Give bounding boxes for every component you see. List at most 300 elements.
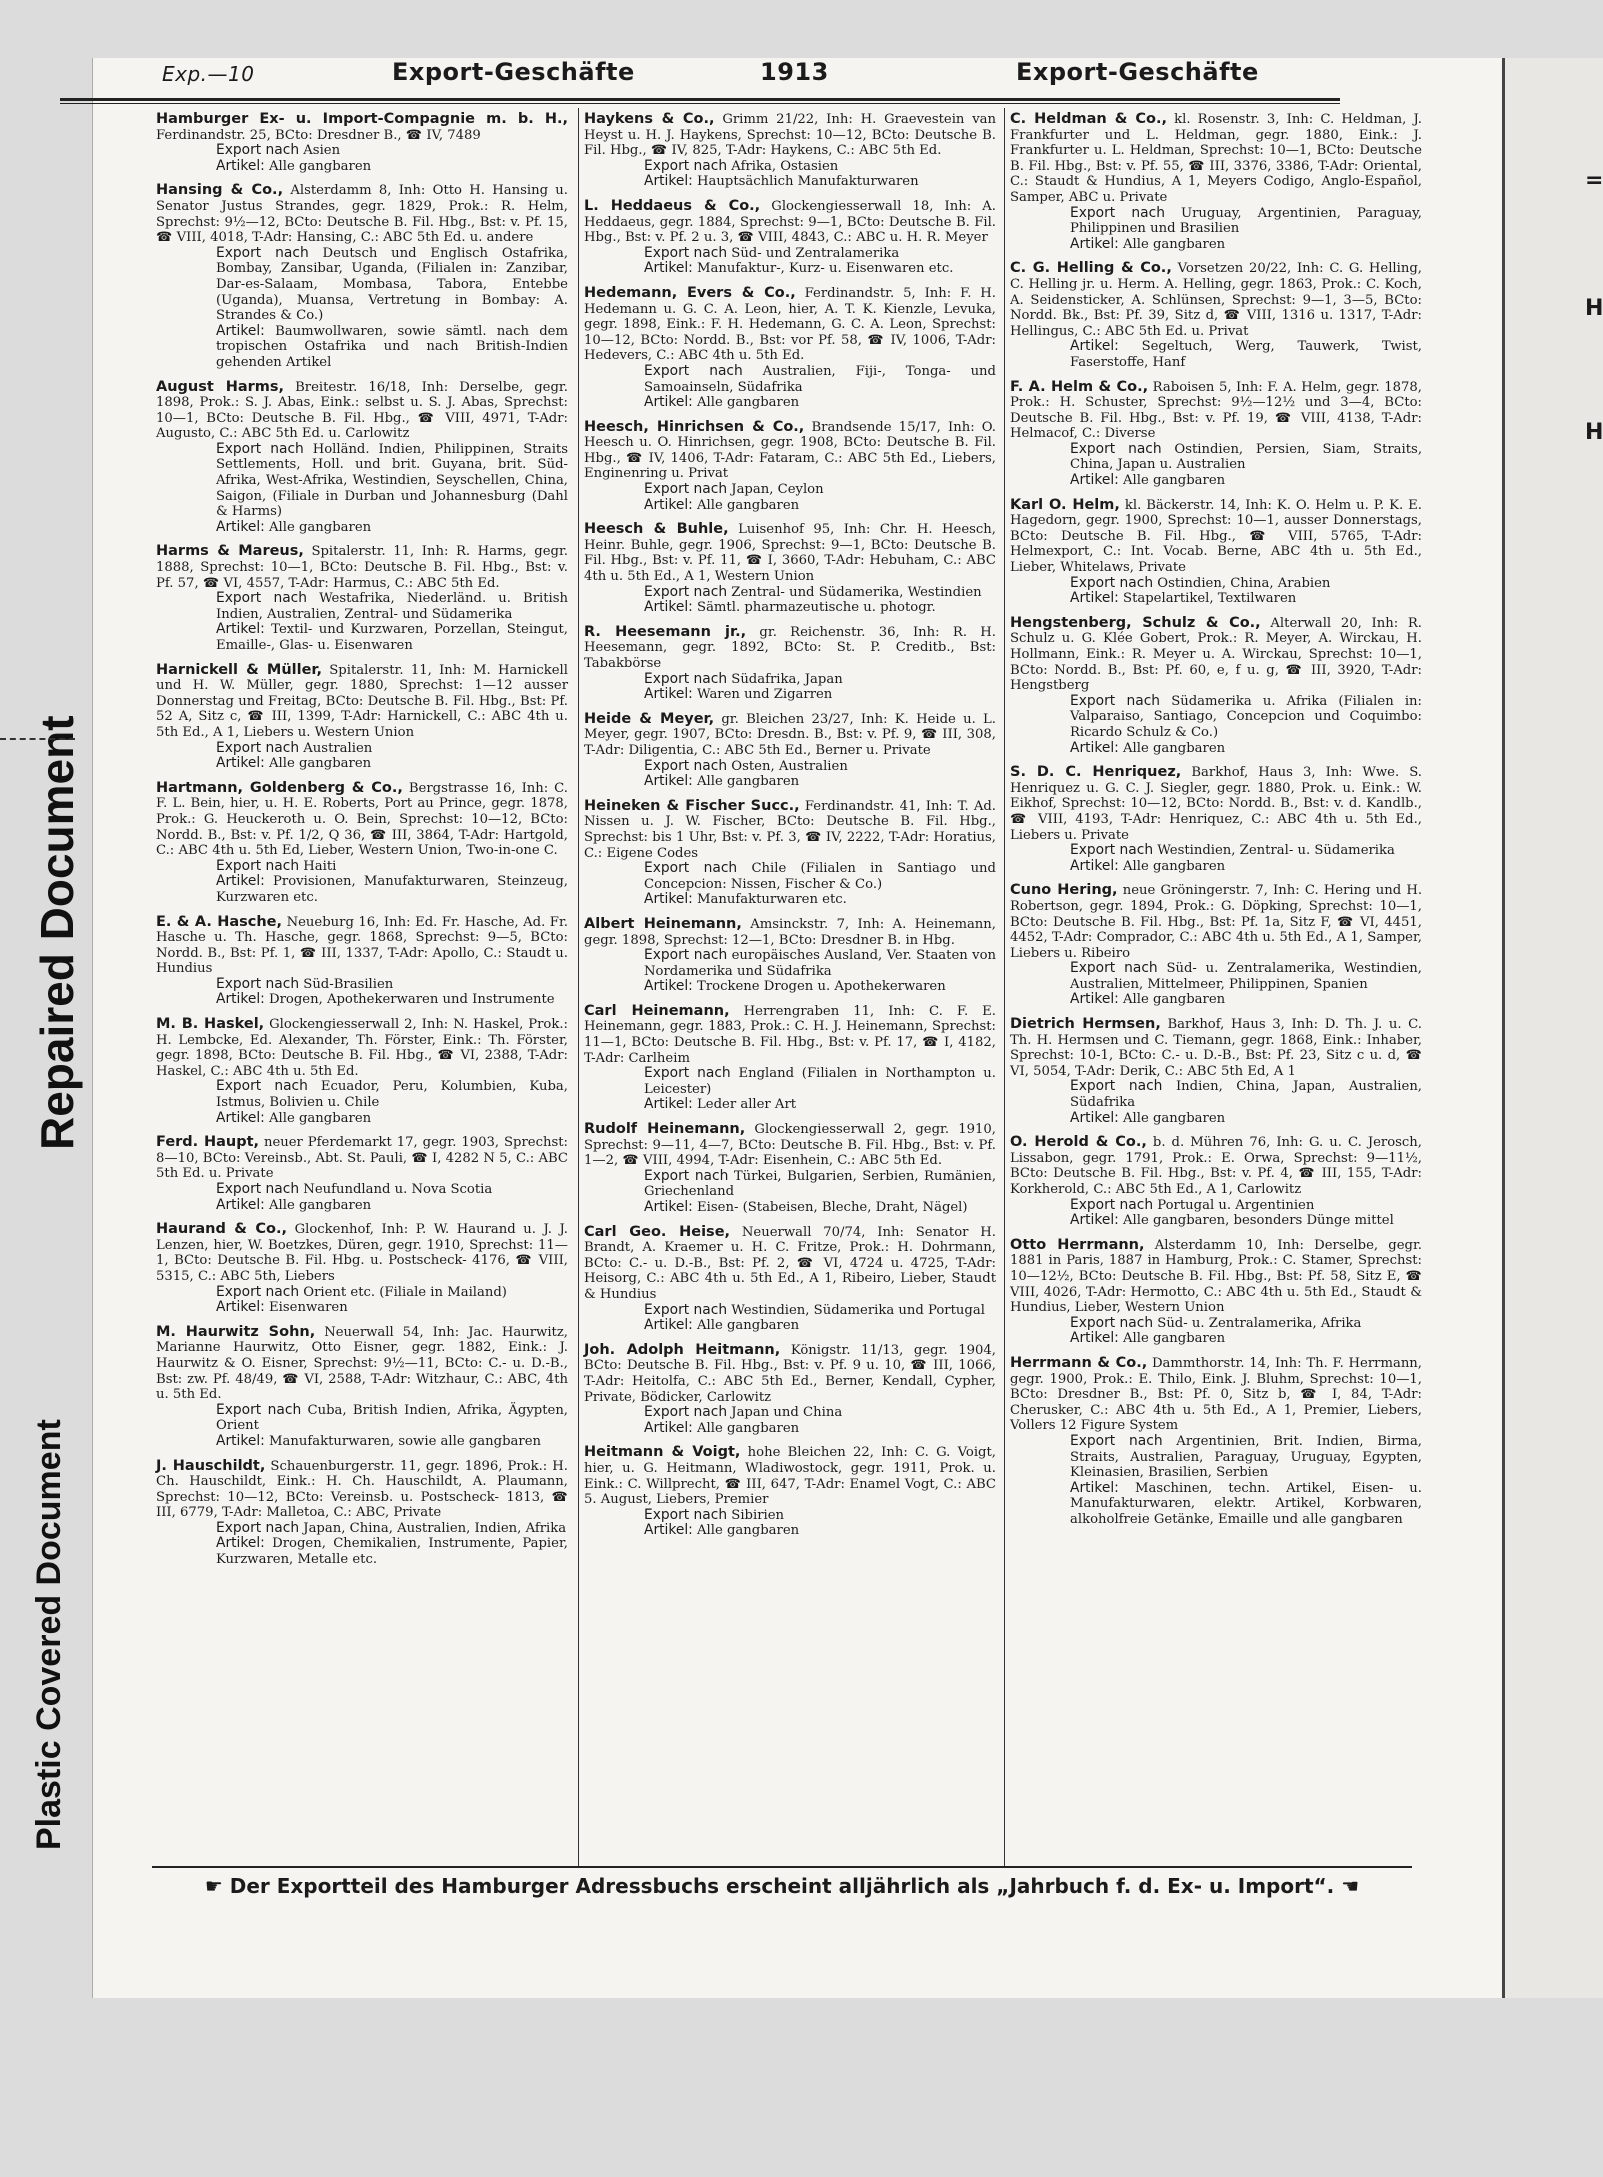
artikel-goods: Maschinen, techn. Artikel, Eisen- u. Manufakturwaren, elektr. Artikel, Korbwaren, alkoholfreie Getänke, Emaille und alle gangbaren (1070, 1480, 1422, 1527)
export-destinations: Uruguay, Argentinien, Paraguay, Philippinen und Brasilien (1070, 205, 1423, 237)
artikel-label: Artikel: (644, 496, 693, 513)
firm-name: Hansing & Co., (156, 182, 284, 199)
export-line (156, 143, 568, 159)
header-rule-thin (60, 103, 1340, 104)
export-destinations: Japan, China, Australien, Indien, Afrika (303, 1520, 567, 1536)
artikel-line (1010, 339, 1422, 370)
artikel-line (156, 1111, 568, 1127)
export-destinations: Portugal u. Argentinien (1157, 1197, 1315, 1213)
artikel-label: Artikel: (216, 518, 265, 535)
export-label: Export nach (1070, 574, 1154, 591)
artikel-line (584, 1200, 996, 1216)
firm-details: gr. Reichenstr. 36, Inh: R. H. Heesemann, gegr. 1892, BCto: St. P. Creditb., Bst: Tabakbörse (584, 624, 996, 671)
export-destinations: Chile (Filialen in Santiago und Concepcion: Nissen, Fischer & Co.) (644, 861, 996, 892)
artikel-label: Artikel: (1070, 1330, 1119, 1347)
artikel-goods: Alle gangbaren (1123, 1331, 1226, 1347)
export-destinations: Orient etc. (Filiale in Mailand) (303, 1284, 507, 1300)
artikel-goods: Manufakturwaren, sowie alle gangbaren (269, 1433, 541, 1449)
artikel-label: Artikel: (644, 1096, 693, 1113)
artikel-line (156, 324, 568, 371)
export-label: Export nach (1070, 204, 1165, 221)
export-label: Export nach (1070, 960, 1158, 977)
firm-name: August Harms, (156, 378, 285, 395)
export-label: Export nach (644, 1404, 728, 1421)
firm-name: Harms & Mareus, (156, 543, 304, 560)
directory-entry (584, 1225, 996, 1334)
firm-details: Alterwall 20, Inh: R. Schulz u. G. Klée Gobert, Prok.: R. Meyer, A. Wirckau, H. Hollmann, Eink.: R. Meyer u. A. Wirckau, Sprechst: 10—1, BCto: Nordd. B., Bst: Pf. 60, e, f u. g, ☎ III, 3920, T-Adr: Hengstberg (1010, 615, 1422, 694)
firm-name: Dietrich Hermsen, (1010, 1016, 1161, 1033)
artikel-label: Artikel: (216, 1196, 265, 1213)
directory-entry (584, 112, 996, 190)
export-destinations: Westindien, Zentral- u. Südamerika (1157, 843, 1395, 859)
directory-entry (156, 544, 568, 653)
artikel-label: Artikel: (216, 621, 265, 638)
export-destinations: Holländ. Indien, Philippinen, Straits Settlements, Holl. und brit. Guyana, brit. Süd-Afrika, West-Afrika, Westindien, Seyschellen, China, Saigon, (Filiale in Durban und Johannesburg (Dahl & Harms) (216, 441, 569, 520)
artikel-line (156, 992, 568, 1008)
artikel-line (584, 687, 996, 703)
export-label: Export nach (1070, 1432, 1163, 1449)
artikel-goods: Alle gangbaren (697, 1420, 800, 1436)
artikel-goods: Stapelartikel, Textilwaren (1123, 591, 1297, 607)
artikel-goods: Alle gangbaren (1123, 992, 1226, 1008)
export-label: Export nach (216, 1519, 300, 1536)
artikel-line (156, 874, 568, 905)
pointing-hand-icon: ☚ (1341, 1874, 1360, 1898)
firm-details: kl. Bäckerstr. 14, Inh: K. O. Helm u. P. K. E. Hagedorn, gegr. 1900, Sprechst: 10—1, ausser Donnerstags, BCto: Deutsche B. Fil. Hbg., ☎ VIII, 5765, T-Adr: Helmexport, C.: Int. Vocab. Berne, ABC 4th u. 5th Ed., Lieber, Whitelaws, Private (1010, 497, 1422, 576)
firm-name: Herrmann & Co., (1010, 1354, 1148, 1371)
export-line (584, 364, 996, 395)
artikel-line (584, 774, 996, 790)
export-line (156, 977, 568, 993)
export-destinations: Indien, China, Japan, Australien, Südafrika (1070, 1079, 1423, 1111)
artikel-label: Artikel: (216, 991, 265, 1008)
export-line (156, 1285, 568, 1301)
export-label: Export nach (216, 857, 300, 874)
artikel-label: Artikel: (644, 891, 693, 908)
column-1 (156, 112, 568, 1577)
directory-entry (156, 1459, 568, 1568)
firm-name: E. & A. Hasche, (156, 913, 283, 930)
firm-details: neuer Pferdemarkt 17, gegr. 1903, Sprechst: 8—10, BCto: Vereinsb., Abt. St. Pauli, ☎ I, 4282 N 5, C.: ABC 5th Ed. u. Private (156, 1135, 568, 1182)
artikel-goods: Alle gangbaren (1123, 858, 1226, 874)
artikel-goods: Manufakturwaren etc. (697, 892, 847, 908)
firm-name: Hartmann, Goldenberg & Co., (156, 779, 403, 796)
export-line (156, 1521, 568, 1537)
export-line (584, 1303, 996, 1319)
directory-entry (584, 199, 996, 277)
artikel-line (156, 1434, 568, 1450)
export-label: Export nach (644, 947, 728, 964)
artikel-label: Artikel: (644, 260, 693, 277)
firm-name: Cuno Hering, (1010, 882, 1118, 899)
directory-entry (584, 286, 996, 411)
firm-name: M. Haurwitz Sohn, (156, 1323, 316, 1340)
export-label: Export nach (216, 739, 300, 756)
export-line (1010, 1079, 1422, 1110)
archival-label-strip (0, 600, 83, 1900)
export-label: Export nach (644, 362, 743, 379)
export-label: Export nach (644, 757, 728, 774)
artikel-line (584, 1097, 996, 1113)
firm-name: Heesch & Buhle, (584, 521, 729, 538)
firm-name: M. B. Haskel, (156, 1016, 265, 1033)
firm-details: Alsterdamm 8, Inh: Otto H. Hansing u. Senator Justus Strandes, gegr. 1829, Prok.: R. Helm, Sprechst: 9½—12, BCto: Deutsche B. Fil. Hbg., Bst: v. Pf. 15, ☎ VIII, 4018, T-Adr: Hansing, C.: ABC 5th Ed. u. andere (156, 183, 568, 246)
firm-details: Barkhof, Haus 3, Inh: Wwe. S. Henriquez u. G. C. J. Siegler, gegr. 1880, Prok. u. Eink.: W. Eikhof, Sprechst: 10—12, BCto: Nordd. B., Bst: v. d. Kandlb., ☎ VIII, 4193, T-Adr: Henriquez, C.: ABC 4th u. 5th Ed., Liebers u. Private (1010, 765, 1422, 843)
export-label: Export nach (644, 244, 728, 261)
artikel-goods: Alle gangbaren (269, 519, 372, 535)
artikel-line (1010, 473, 1422, 489)
firm-name: Heitmann & Voigt, (584, 1444, 741, 1461)
artikel-label: Artikel: (1070, 338, 1119, 355)
page-header (70, 58, 1340, 98)
firm-details: Breitestr. 16/18, Inh: Derselbe, gegr. 1898, Prok.: S. J. Abas, Eink.: selbst u. S. J. Abas, Sprechst: 10—1, BCto: Deutsche B. Fil. Hbg., ☎ VIII, 4971, T-Adr: Augusto, C.: ABC 5th Ed. u. Carlowitz (156, 379, 568, 442)
export-label: Export nach (216, 975, 300, 992)
artikel-goods: Alle gangbaren (1123, 236, 1226, 252)
artikel-line (1010, 741, 1422, 757)
directory-entry (156, 380, 568, 536)
artikel-line (156, 159, 568, 175)
firm-name: Rudolf Heinemann, (584, 1121, 746, 1138)
export-label: Export nach (644, 1167, 729, 1184)
export-line (1010, 1316, 1422, 1332)
artikel-goods: Sämtl. pharmazeutische u. photogr. (697, 600, 936, 616)
artikel-label: Artikel: (216, 1535, 265, 1552)
export-destinations: Süd- u. Zentralamerika, Afrika (1157, 1315, 1362, 1331)
export-line (584, 759, 996, 775)
export-label: Export nach (644, 157, 728, 174)
export-line (1010, 1198, 1422, 1214)
artikel-goods: Alle gangbaren (1123, 740, 1226, 756)
firm-name: S. D. C. Henriquez, (1010, 764, 1182, 781)
firm-name: Heesch, Hinrichsen & Co., (584, 418, 805, 435)
export-line (156, 1079, 568, 1110)
directory-entry (584, 625, 996, 703)
export-line (584, 672, 996, 688)
directory-entry (156, 112, 568, 174)
export-destinations: Cuba, British Indien, Afrika, Ägypten, Orient (216, 1402, 569, 1434)
running-title-left: Export-Geschäfte (392, 58, 635, 86)
artikel-goods: Provisionen, Manufakturwaren, Steinzeug, Kurzwaren etc. (216, 874, 568, 905)
artikel-goods: Alle gangbaren (697, 395, 800, 411)
firm-name: Haykens & Co., (584, 111, 715, 127)
running-title-right: Export-Geschäfte (1016, 58, 1259, 86)
artikel-goods: Alle gangbaren (269, 1197, 372, 1213)
artikel-goods: Alle gangbaren (697, 774, 800, 790)
directory-entry (156, 1135, 568, 1213)
artikel-goods: Alle gangbaren (697, 1318, 800, 1334)
firm-name: Karl O. Helm, (1010, 496, 1120, 513)
export-destinations: Süd- u. Zentralamerika, Westindien, Australien, Mittelmeer, Philippinen, Spanien (1070, 961, 1422, 992)
directory-entry (584, 1445, 996, 1539)
export-destinations: Sibirien (731, 1507, 785, 1523)
export-label: Export nach (1070, 692, 1161, 709)
directory-entry (1010, 112, 1422, 252)
export-line (584, 585, 996, 601)
export-line (156, 1403, 568, 1434)
directory-entry (1010, 765, 1422, 874)
artikel-line (156, 622, 568, 653)
artikel-label: Artikel: (1070, 739, 1119, 756)
firm-name: Harnickell & Müller, (156, 661, 322, 678)
artikel-line (584, 1523, 996, 1539)
column-2 (584, 112, 996, 1548)
artikel-line (584, 261, 996, 277)
artikel-goods: Textil- und Kurzwaren, Porzellan, Steingut, Emaille-, Glas- u. Eisenwaren (216, 622, 568, 653)
export-label: Export nach (216, 1078, 308, 1095)
artikel-label: Artikel: (1070, 472, 1119, 489)
directory-entry (156, 663, 568, 772)
directory-entry (1010, 616, 1422, 756)
export-label: Export nach (216, 590, 307, 607)
firm-details: Bergstrasse 16, Inh: C. F. L. Bein, hier, u. H. E. Roberts, Port au Prince, gegr. 1878, Prok.: G. Heuckeroth u. O. Bein, Sprechst: 10—12, BCto: Nordd. B., Bst: v. Pf. 1/2, Q 36, ☎ III, 3864, T-Adr: Hartgold, C.: ABC 4th u. 5th Ed, Lieber, Western Union, Two-in-one C. (156, 780, 568, 859)
export-destinations: Ostindien, Persien, Siam, Straits, China, Japan u. Australien (1070, 441, 1423, 473)
firm-details: Glockenhof, Inh: P. W. Haurand u. J. J. Lenzen, hier, W. Boetzkes, Düren, gegr. 1910, Sprechst: 11—1, BCto: Deutsche B. Fil. Hbg. u. Postscheck- 4176, ☎ VIII, 5315, C.: ABC 5th, Liebers (156, 1222, 568, 1284)
firm-name: Joh. Adolph Heitmann, (584, 1341, 781, 1358)
artikel-goods: Alle gangbaren (269, 1110, 372, 1126)
artikel-label: Artikel: (1070, 590, 1119, 607)
export-destinations: Westindien, Südamerika und Portugal (731, 1302, 985, 1318)
export-label: Export nach (644, 583, 728, 600)
firm-name: Heide & Meyer, (584, 710, 715, 727)
artikel-label: Artikel: (644, 394, 693, 411)
export-line (584, 1169, 996, 1200)
firm-details: Herrengraben 11, Inh: C. F. E. Heinemann, gegr. 1883, Prok.: C. H. J. Heinemann, Sprechst: 11—1, BCto: Deutsche B. Fil. Hbg., Bst: v. Pf. 17, ☎ I, 4182, T-Adr: Carlheim (584, 1003, 997, 1066)
export-line (584, 159, 996, 175)
export-destinations: Osten, Australien (731, 758, 848, 774)
artikel-label: Artikel: (644, 1199, 693, 1215)
artikel-line (584, 498, 996, 514)
export-destinations: Zentral- und Südamerika, Westindien (731, 584, 982, 600)
export-line (1010, 694, 1422, 741)
firm-name: Albert Heinemann, (584, 915, 742, 932)
export-label: Export nach (216, 1401, 302, 1418)
artikel-line (584, 1318, 996, 1334)
export-destinations: Türkei, Bulgarien, Serbien, Rumänien, Griechenland (644, 1168, 997, 1200)
firm-details: Spitalerstr. 11, Inh: M. Harnickell und H. W. Müller, gegr. 1880, Sprechst: 1—12 ausser Donnerstag und Freitag, BCto: Deutsche B. Fil. Hbg., Bst: Pf. 52 A, Sitz c, ☎ III, 1399, T-Adr: Harnickell, C.: ABC 4th u. 5th Ed., A 1, Liebers u. Western Union (156, 662, 568, 740)
firm-name: F. A. Helm & Co., (1010, 378, 1149, 395)
export-destinations: England (Filialen in Northampton u. Leicester) (644, 1066, 996, 1097)
firm-details: Ferdinandstr. 5, Inh: F. H. Hedemann u. G. C. A. Leon, hier, A. T. K. Kienzle, Levuka, gegr. 1898, Eink.: F. H. Hedemann, G. C. A. Leon, Sprechst: 10—12, BCto: Nordd. B., Bst: vor Pf. 58, ☎ IV, 1006, T-Adr: Hedevers, C.: ABC 4th u. 5th Ed. (584, 285, 996, 364)
export-destinations: Afrika, Ostasien (731, 158, 839, 174)
firm-name: Haurand & Co., (156, 1221, 287, 1238)
directory-entry (1010, 1017, 1422, 1126)
header-year: 1913 (760, 58, 829, 86)
firm-name: C. Heldman & Co., (1010, 111, 1167, 127)
column-divider-2 (1004, 108, 1005, 1868)
column-divider-1 (578, 108, 579, 1868)
export-line (1010, 576, 1422, 592)
firm-details: Neueburg 16, Inh: Ed. Fr. Hasche, Ad. Fr. Hasche u. Th. Hasche, gegr. 1868, Sprechst: 9—5, BCto: Nordd. B., Bst: Pf. 1, ☎ III, 1337, T-Adr: Apollo, C.: Staudt u. Hundius (156, 914, 569, 977)
artikel-line (1010, 591, 1422, 607)
artikel-label: Artikel: (216, 873, 265, 890)
artikel-line (156, 1300, 568, 1316)
artikel-line (584, 892, 996, 908)
firm-details: Vorsetzen 20/22, Inh: C. G. Helling, C. Helling jr. u. Herm. A. Helling, gegr. 1863, Prok.: C. Koch, A. Seidensticker, A. Schlünsen, Sprechst: 9—1, 3—5, BCto: Nordd. Bk., Bst: Pf. 39, Sitz d, ☎ VIII, 1316 u. 1317, T-Adr: Hellingus, C.: ABC 5th Ed. u. Privat (1010, 261, 1422, 339)
artikel-line (1010, 992, 1422, 1008)
directory-entry (1010, 1238, 1422, 1347)
directory-entry (584, 712, 996, 790)
directory-entry (156, 183, 568, 370)
export-line (1010, 206, 1422, 237)
export-line (584, 246, 996, 262)
plastic-covered-label: Plastic Covered Document (30, 1419, 68, 1850)
directory-entry (1010, 261, 1422, 370)
directory-entry (156, 781, 568, 906)
artikel-goods: Eisenwaren (269, 1300, 348, 1316)
next-page-edge: = H H (1502, 58, 1603, 1998)
export-destinations: Haiti (303, 858, 337, 874)
export-destinations: Westafrika, Niederländ. u. British Indien, Australien, Zentral- und Südamerika (216, 591, 568, 622)
firm-name: Carl Geo. Heise, (584, 1223, 731, 1240)
directory-entry (1010, 883, 1422, 1008)
export-destinations: europäisches Ausland, Ver. Staaten von Nordamerika und Südafrika (644, 948, 996, 979)
firm-details: Luisenhof 95, Inh: Chr. H. Heesch, Heinr. Buhle, gegr. 1906, Sprechst: 9—1, BCto: Deutsche B. Fil. Hbg., Bst: v. Pf. 11, ☎ I, 3660, T-Adr: Hebuham, C.: ABC 4th u. 5th Ed., A 1, Western Union (584, 522, 996, 585)
export-destinations: Süd- und Zentralamerika (731, 245, 900, 261)
export-destinations: Australien (303, 740, 373, 756)
firm-details: Spitalerstr. 11, Inh: R. Harms, gegr. 1888, Sprechst: 10—1, BCto: Deutsche B. Fil. Hbg., Bst: v. Pf. 57, ☎ VI, 4557, T-Adr: Harmus, C.: ABC 5th Ed. (156, 544, 569, 591)
directory-entry (156, 915, 568, 1009)
artikel-line (584, 979, 996, 995)
firm-details: Grimm 21/22, Inh: H. Graevestein van Heyst u. H. J. Haykens, Sprechst: 10—12, BCto: Deutsche B. Fil. Hbg., ☎ IV, 825, T-Adr: Haykens, C.: ABC 5th Ed. (584, 112, 997, 159)
firm-details: gr. Bleichen 23/27, Inh: K. Heide u. L. Meyer, gegr. 1907, BCto: Dresdn. B., Bst: v. Pf. 9, ☎ III, 308, T-Adr: Diligentia, C.: ABC 5th Ed., Berner u. Private (584, 711, 996, 758)
directory-entry (1010, 1135, 1422, 1229)
artikel-line (584, 600, 996, 616)
artikel-label: Artikel: (644, 1522, 693, 1539)
export-label: Export nach (1070, 440, 1162, 457)
artikel-label: Artikel: (644, 978, 693, 995)
artikel-line (1010, 859, 1422, 875)
firm-details: Amsinckstr. 7, Inh: A. Heinemann, gegr. 1898, Sprechst: 12—1, BCto: Dresdner B. in Hbg. (584, 916, 996, 948)
export-label: Export nach (1070, 1196, 1154, 1213)
export-destinations: Süd-Brasilien (303, 976, 394, 992)
directory-entry (584, 799, 996, 908)
artikel-label: Artikel: (216, 1299, 265, 1316)
export-line (156, 591, 568, 622)
firm-name: Hedemann, Evers & Co., (584, 284, 796, 301)
directory-entry (1010, 1356, 1422, 1528)
export-label: Export nach (644, 860, 738, 877)
cut-line (0, 738, 75, 740)
page-number: Exp.—10 (162, 62, 255, 86)
pointing-hand-icon: ☛ (204, 1874, 223, 1898)
artikel-label: Artikel: (216, 1432, 265, 1449)
directory-entry (1010, 380, 1422, 489)
artikel-label: Artikel: (1070, 1479, 1119, 1496)
export-label: Export nach (216, 1283, 300, 1300)
firm-details: kl. Rosenstr. 3, Inh: C. Heldman, J. Frankfurter und L. Heldman, gegr. 1880, Eink.: J. Frankfurter u. L. Heldman, Sprechst: 10—1, BCto: Deutsche B. Fil. Hbg., Bst: v. Pf. 55, ☎ III, 3376, 3386, T-Adr: Oriental, C.: Staudt & Hundius, A 1, Meyers Codigo, Anglo-Español, Samper, ABC u. Private (1010, 112, 1422, 205)
firm-name: C. G. Helling & Co., (1010, 260, 1172, 277)
artikel-line (1010, 237, 1422, 253)
directory-entry (584, 522, 996, 616)
artikel-label: Artikel: (216, 1109, 265, 1126)
directory-entry (584, 917, 996, 995)
firm-name: Ferd. Haupt, (156, 1134, 260, 1151)
artikel-line (156, 520, 568, 536)
firm-details: Neuerwall 70/74, Inh: Senator H. Brandt, A. Kraemer u. H. C. Fritze, Prok.: H. Dohrmann, BCto: C.- u. D.-B., Bst: Pf. 2, ☎ VI, 4724 u. 4725, T-Adr: Heisorg, C.: ABC 4th u. 5th Ed., A 1, Ribeiro, Lieber, Staudt & Hundius (584, 1224, 996, 1302)
artikel-goods: Alle gangbaren (1123, 473, 1226, 489)
export-label: Export nach (644, 1506, 728, 1523)
firm-details: neue Gröningerstr. 7, Inh: C. Hering und H. Robertson, gegr. 1894, Prok.: G. Döpking, Sprechst: 10—1, BCto: Deutsche B. Fil. Hbg., Bst: Pf. 1a, Sitz F, ☎ VI, 4451, 4452, T-Adr: Comprador, C.: ABC 4th u. 5th Ed., A 1, Samper, Liebers u. Ribeiro (1010, 883, 1423, 961)
firm-name: J. Hauschildt, (156, 1457, 266, 1474)
artikel-goods: Alle gangbaren, besonders Dünge mittel (1123, 1213, 1394, 1229)
export-label: Export nach (216, 244, 309, 261)
artikel-goods: Hauptsächlich Manufakturwaren (697, 174, 919, 190)
firm-details: b. d. Mühren 76, Inh: G. u. C. Jerosch, Lissabon, gegr. 1791, Prok.: E. Orwa, Sprechst: 9—11½, BCto: Deutsche B. Fil. Hbg., Bst: v. Pf. 4, ☎ III, 155, T-Adr: Korkherold, C.: ABC 5th Ed., A 1, Carlowitz (1010, 1135, 1422, 1197)
firm-details: Neuerwall 54, Inh: Jac. Haurwitz, Marianne Haurwitz, Otto Eisner, gegr. 1882, Eink.: J. Haurwitz & O. Eisner, Sprechst: 9½—11, BCto: C.- u. D.-B., Bst: zw. Pf. 48/49, ☎ VI, 2588, T-Adr: Witzhaur, C.: ABC, 4th u. 5th Ed. (156, 1324, 568, 1403)
export-destinations: Japan und China (731, 1405, 843, 1421)
directory-entry (584, 420, 996, 514)
artikel-line (584, 1421, 996, 1437)
export-line (156, 442, 568, 520)
artikel-goods: Alle gangbaren (1123, 1110, 1226, 1126)
export-label: Export nach (644, 1301, 728, 1318)
artikel-line (1010, 1481, 1422, 1528)
artikel-label: Artikel: (644, 1317, 693, 1334)
export-label: Export nach (1070, 1314, 1154, 1331)
firm-details: hohe Bleichen 22, Inh: C. G. Voigt, hier, u. G. Heitmann, Wladiwostock, gegr. 1911, Prok. u. Eink.: C. Willprecht, ☎ III, 647, T-Adr: Enamel Vogt, C.: ABC 5. August, Liebers, Premier (584, 1445, 996, 1508)
export-line (584, 1066, 996, 1097)
directory-entry (156, 1222, 568, 1316)
firm-details: Barkhof, Haus 3, Inh: D. Th. J. u. C. Th. H. Hermsen und C. Tiemann, gegr. 1868, Eink.: Inhaber, Sprechst: 10-1, BCto: C.- u. D.-B., Bst: Pf. 23, Sitz c u. d, ☎ VI, 5054, T-Adr: Derik, C.: ABC 5th Ed, A 1 (1010, 1017, 1422, 1079)
artikel-goods: Drogen, Chemikalien, Instrumente, Papier, Kurzwaren, Metalle etc. (216, 1536, 568, 1568)
artikel-goods: Leder aller Art (697, 1097, 797, 1113)
artikel-goods: Segeltuch, Werg, Tauwerk, Twist, Faserstoffe, Hanf (1070, 339, 1422, 370)
export-destinations: Japan, Ceylon (731, 482, 824, 498)
artikel-goods: Trockene Drogen u. Apothekerwaren (697, 979, 946, 995)
artikel-label: Artikel: (644, 773, 693, 790)
firm-name: Otto Herrmann, (1010, 1236, 1145, 1253)
artikel-line (584, 395, 996, 411)
footer-notice (152, 1874, 1412, 1898)
directory-entry (584, 1122, 996, 1216)
firm-name: Hamburger Ex- u. Import-Compagnie m. b. H., (156, 111, 568, 127)
export-line (156, 859, 568, 875)
export-destinations: Argentinien, Brit. Indien, Birma, Straits, Australien, Paraguay, Uruguay, Egypten, Kleinasien, Brasilien, Serbien (1070, 1433, 1422, 1481)
artikel-goods: Alle gangbaren (697, 1523, 800, 1539)
artikel-goods: Baumwollwaren, sowie sämtl. nach dem tropischen Ostafrika und nach British-Indien gehenden Artikel (216, 323, 568, 370)
export-line (1010, 843, 1422, 859)
firm-name: O. Herold & Co., (1010, 1134, 1147, 1151)
artikel-label: Artikel: (216, 322, 265, 339)
export-label: Export nach (1070, 1078, 1163, 1095)
export-line (1010, 961, 1422, 992)
column-3 (1010, 112, 1422, 1536)
firm-name: R. Heesemann jr., (584, 623, 747, 640)
firm-name: Heineken & Fischer Succ., (584, 797, 800, 814)
firm-details: Ferdinandstr. 25, BCto: Dresdner B., ☎ IV, 7489 (156, 127, 481, 143)
export-destinations: Neufundland u. Nova Scotia (303, 1182, 493, 1197)
export-line (156, 741, 568, 757)
artikel-label: Artikel: (1070, 857, 1119, 874)
export-label: Export nach (644, 481, 728, 498)
export-destinations: Ostindien, China, Arabien (1157, 575, 1331, 591)
firm-details: Glockengiesserwall 18, Inh: A. Heddaeus, gegr. 1884, Sprechst: 9—1, BCto: Deutsche B. Fil. Hbg., Bst: v. Pf. 2 u. 3, ☎ VIII, 4843, C.: ABC u. H. R. Meyer (584, 198, 996, 246)
artikel-label: Artikel: (644, 173, 693, 190)
directory-entry (156, 1017, 568, 1126)
artikel-goods: Waren und Zigarren (697, 687, 833, 703)
export-destinations: Südamerika u. Afrika (Filialen in: Valparaiso, Santiago, Concepcion und Coquimbo: Ricardo Schulz & Co.) (1070, 693, 1422, 740)
firm-name: Carl Heinemann, (584, 1002, 730, 1019)
artikel-line (1010, 1331, 1422, 1347)
export-line (584, 482, 996, 498)
firm-name: Hengstenberg, Schulz & Co., (1010, 614, 1261, 631)
firm-details: Königstr. 11/13, gegr. 1904, BCto: Deutsche B. Fil. Hbg., Bst: v. Pf. 9 u. 10, ☎ III, 1066, T-Adr: Heitolfa, C.: ABC 5th Ed., Berner, Kendall, Cypher, Private, Bödicker, Carlowitz (584, 1342, 996, 1405)
artikel-goods: Manufaktur-, Kurz- u. Eisenwaren etc. (697, 261, 954, 277)
export-line (584, 1405, 996, 1421)
artikel-label: Artikel: (216, 755, 265, 772)
artikel-goods: Alle gangbaren (697, 497, 800, 513)
export-line (584, 861, 996, 892)
